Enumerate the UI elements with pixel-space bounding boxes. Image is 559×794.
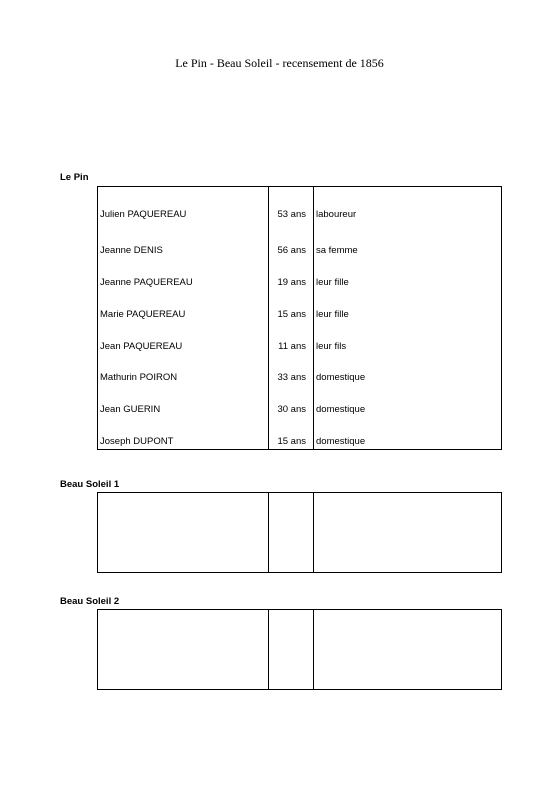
column-divider: [313, 493, 314, 572]
section-label-beau-soleil-2: Beau Soleil 2: [60, 596, 120, 607]
person-name: Jean GUERIN: [100, 404, 161, 415]
person-role: laboureur: [316, 209, 357, 220]
person-name: Mathurin POIRON: [100, 372, 178, 383]
census-table-beau-soleil-1: [97, 492, 502, 573]
person-age: 56 ans: [277, 245, 306, 256]
person-name: Jeanne PAQUEREAU: [100, 277, 193, 288]
person-role: leur fils: [316, 341, 347, 352]
person-role: leur fille: [316, 277, 349, 288]
person-role: sa femme: [316, 245, 358, 256]
table-row: [98, 208, 501, 222]
person-age: 30 ans: [277, 404, 306, 415]
person-role: domestique: [316, 404, 366, 415]
person-name: Jeanne DENIS: [100, 245, 163, 256]
section-label-le-pin: Le Pin: [60, 172, 89, 183]
column-divider: [268, 493, 269, 572]
person-age: 15 ans: [277, 309, 306, 320]
person-name: Julien PAQUEREAU: [100, 209, 187, 220]
person-name: Joseph DUPONT: [100, 436, 174, 447]
person-age: 11 ans: [278, 341, 306, 352]
person-role: domestique: [316, 436, 366, 447]
person-age: 15 ans: [277, 436, 306, 447]
census-table-beau-soleil-2: [97, 609, 502, 690]
column-divider: [313, 610, 314, 689]
table-row: [98, 340, 501, 354]
table-row: [98, 308, 501, 322]
person-name: Marie PAQUEREAU: [100, 309, 186, 320]
table-row: [98, 403, 501, 417]
person-age: 53 ans: [277, 209, 306, 220]
section-label-beau-soleil-1: Beau Soleil 1: [60, 479, 120, 490]
table-row: [98, 276, 501, 290]
person-age: 19 ans: [277, 277, 306, 288]
person-role: leur fille: [316, 309, 349, 320]
table-row: [98, 371, 501, 385]
column-divider: [268, 610, 269, 689]
person-name: Jean PAQUEREAU: [100, 341, 183, 352]
census-table-le-pin: [97, 186, 502, 450]
table-row: [98, 435, 501, 449]
person-age: 33 ans: [277, 372, 306, 383]
document-title: Le Pin - Beau Soleil - recensement de 1856: [175, 56, 384, 70]
table-row: [98, 244, 501, 258]
person-role: domestique: [316, 372, 366, 383]
